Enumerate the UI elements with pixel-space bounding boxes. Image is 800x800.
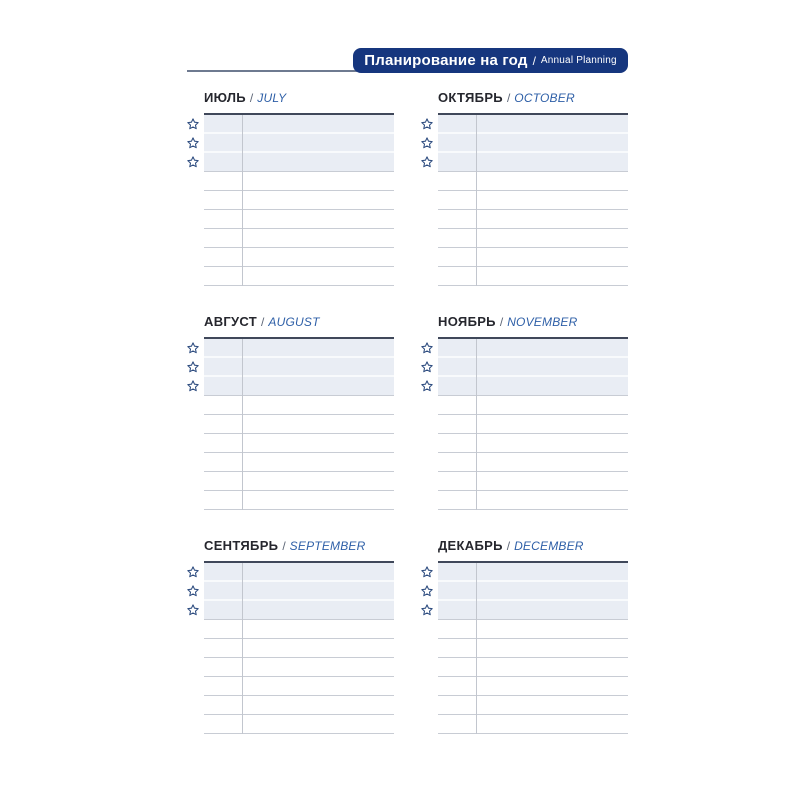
month-name-ru: ИЮЛЬ xyxy=(204,90,246,105)
star-icon xyxy=(186,565,200,579)
entry-row xyxy=(438,415,628,434)
starred-entry-row xyxy=(438,563,628,582)
header-rule-line xyxy=(187,70,357,72)
month-block xyxy=(185,90,394,286)
star-icon xyxy=(186,584,200,598)
star-icon xyxy=(420,584,434,598)
star-icon xyxy=(186,360,200,374)
star-icon xyxy=(186,341,200,355)
entry-row xyxy=(438,248,628,267)
starred-entry-row xyxy=(204,601,394,620)
month-separator: / xyxy=(261,315,265,329)
entry-row xyxy=(438,229,628,248)
starred-entry-row xyxy=(438,339,628,358)
month-separator: / xyxy=(506,539,511,553)
entry-row xyxy=(204,639,394,658)
month-separator: / xyxy=(506,91,511,105)
star-icon xyxy=(420,117,434,131)
star-icon xyxy=(420,155,434,169)
entry-row xyxy=(204,696,394,715)
entry-row xyxy=(204,434,394,453)
starred-entry-row xyxy=(204,377,394,396)
entry-row xyxy=(204,658,394,677)
star-icon xyxy=(420,341,434,355)
entry-row xyxy=(204,415,394,434)
month-table xyxy=(204,113,394,286)
entry-row xyxy=(438,396,628,415)
month-separator: / xyxy=(282,539,286,553)
starred-entry-row xyxy=(438,377,628,396)
star-icon xyxy=(186,603,200,617)
starred-entry-row xyxy=(438,134,628,153)
page-title-en: Annual Planning xyxy=(540,55,617,66)
date-column-divider xyxy=(242,115,243,286)
starred-entry-row xyxy=(438,153,628,172)
entry-row xyxy=(438,210,628,229)
entry-row xyxy=(204,396,394,415)
month-name-en: AUGUST xyxy=(268,315,320,329)
entry-row xyxy=(204,715,394,734)
month-table xyxy=(204,561,394,734)
star-icon xyxy=(186,155,200,169)
date-column-divider xyxy=(242,339,243,510)
date-column-divider xyxy=(242,563,243,734)
entry-row xyxy=(438,677,628,696)
month-name-en: JULY xyxy=(257,91,287,105)
starred-entry-row xyxy=(204,563,394,582)
month-name-en: NOVEMBER xyxy=(507,315,578,329)
entry-row xyxy=(204,620,394,639)
star-icon xyxy=(420,379,434,393)
month-name-ru: АВГУСТ xyxy=(204,314,258,329)
entry-row xyxy=(438,658,628,677)
month-separator: / xyxy=(249,91,254,105)
entry-row xyxy=(438,472,628,491)
star-icon xyxy=(186,136,200,150)
month-block xyxy=(185,314,394,510)
month-block xyxy=(419,314,628,510)
entry-row xyxy=(204,453,394,472)
starred-entry-row xyxy=(204,153,394,172)
month-header xyxy=(204,314,394,330)
month-header xyxy=(438,314,628,330)
date-column-divider xyxy=(476,115,477,286)
starred-entry-row xyxy=(204,582,394,601)
starred-entry-row xyxy=(204,134,394,153)
starred-entry-row xyxy=(438,582,628,601)
entry-row xyxy=(438,434,628,453)
month-name-ru: НОЯБРЬ xyxy=(438,314,496,329)
star-icon xyxy=(186,379,200,393)
month-block xyxy=(419,90,628,286)
entry-row xyxy=(438,453,628,472)
page-title-separator: / xyxy=(532,53,536,68)
month-name-en: OCTOBER xyxy=(514,91,575,105)
star-icon xyxy=(420,603,434,617)
month-header xyxy=(438,90,628,106)
month-table xyxy=(438,113,628,286)
starred-entry-row xyxy=(204,339,394,358)
entry-row xyxy=(204,267,394,286)
entry-row xyxy=(204,172,394,191)
entry-row xyxy=(438,696,628,715)
entry-row xyxy=(204,677,394,696)
entry-row xyxy=(438,491,628,510)
star-icon xyxy=(420,360,434,374)
month-header xyxy=(204,538,394,554)
entry-row xyxy=(438,639,628,658)
entry-row xyxy=(204,229,394,248)
entry-row xyxy=(438,267,628,286)
starred-entry-row xyxy=(204,358,394,377)
month-name-ru: ДЕКАБРЬ xyxy=(438,538,503,553)
month-header xyxy=(204,90,394,106)
month-name-ru: СЕНТЯБРЬ xyxy=(204,538,279,553)
starred-entry-row xyxy=(438,115,628,134)
date-column-divider xyxy=(476,339,477,510)
month-separator: / xyxy=(499,315,504,329)
starred-entry-row xyxy=(438,358,628,377)
month-block xyxy=(185,538,394,734)
date-column-divider xyxy=(476,563,477,734)
entry-row xyxy=(204,472,394,491)
entry-row xyxy=(204,491,394,510)
entry-row xyxy=(204,210,394,229)
star-icon xyxy=(420,565,434,579)
page-title-bar xyxy=(353,48,628,73)
starred-entry-row xyxy=(204,115,394,134)
entry-row xyxy=(438,715,628,734)
entry-row xyxy=(204,248,394,267)
month-name-en: SEPTEMBER xyxy=(289,539,366,553)
entry-row xyxy=(438,191,628,210)
month-header xyxy=(438,538,628,554)
month-table xyxy=(438,337,628,510)
month-name-ru: ОКТЯБРЬ xyxy=(438,90,503,105)
starred-entry-row xyxy=(438,601,628,620)
month-name-en: DECEMBER xyxy=(514,539,584,553)
star-icon xyxy=(420,136,434,150)
month-table xyxy=(204,337,394,510)
month-block xyxy=(419,538,628,734)
entry-row xyxy=(438,172,628,191)
entry-row xyxy=(204,191,394,210)
entry-row xyxy=(438,620,628,639)
month-table xyxy=(438,561,628,734)
page-title-ru: Планирование на год xyxy=(364,52,528,69)
star-icon xyxy=(186,117,200,131)
